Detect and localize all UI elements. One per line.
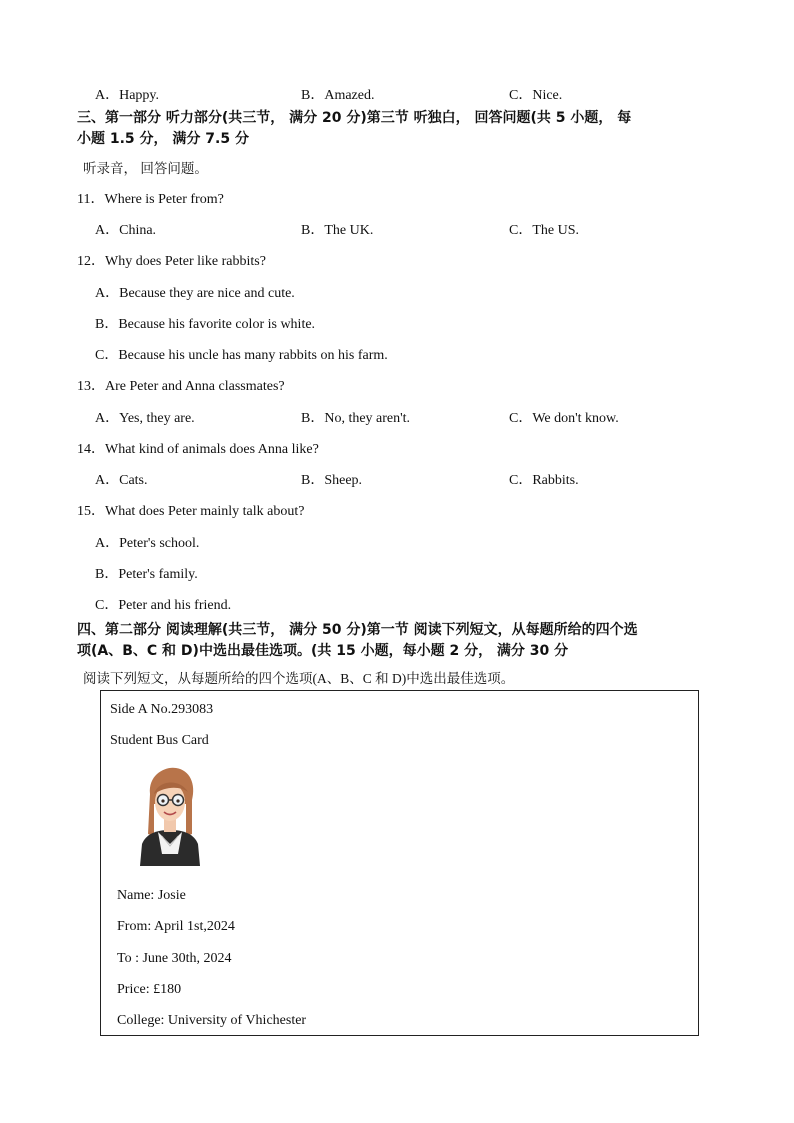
q12-stem: 12．Why does Peter like rabbits? xyxy=(77,254,266,269)
section4-instruction: 阅读下列短文，从每题所给的四个选项(A、B、C 和 D)中选出最佳选项。 xyxy=(83,671,515,686)
q11-option-b: B．The UK. xyxy=(301,223,374,238)
q11-option-c: C．The US. xyxy=(509,223,579,238)
bus-card-college: College: University of Vhichester xyxy=(117,1013,307,1028)
q14-option-c: C．Rabbits. xyxy=(509,473,579,488)
section3-instruction: 听录音， 回答问题。 xyxy=(83,161,208,176)
q12-option-c: C．Because his uncle has many rabbits on his farm. xyxy=(95,348,388,363)
section3-title-line1: 三、第一部分 听力部分(共三节， 满分 20 分)第三节 听独白， 回答问题(共 5 小题， 每 xyxy=(77,110,632,126)
student-photo xyxy=(136,764,204,866)
q13-option-b: B．No, they aren't. xyxy=(301,411,411,426)
q15-option-b: B．Peter's family. xyxy=(95,567,198,582)
section3-title-line2: 小题 1.5 分， 满分 7.5 分 xyxy=(77,131,249,147)
bus-card-side-number: Side A No.293083 xyxy=(110,702,214,717)
q15-stem: 15．What does Peter mainly talk about? xyxy=(77,504,305,519)
bus-card-name: Name: Josie xyxy=(117,888,186,903)
q12-option-b: B．Because his favorite color is white. xyxy=(95,317,316,332)
q11-option-a: A．China. xyxy=(95,223,157,238)
q14-stem: 14．What kind of animals does Anna like? xyxy=(77,442,319,457)
bus-card-price: Price: £180 xyxy=(117,982,182,997)
section3-heading xyxy=(77,108,727,150)
q13-option-a: A．Yes, they are. xyxy=(95,411,195,426)
section4-title-line1: 四、第二部分 阅读理解(共三节， 满分 50 分)第一节 阅读下列短文，从每题所给的四个选 xyxy=(77,622,638,638)
q12-option-a: A．Because they are nice and cute. xyxy=(95,286,295,301)
section4-heading xyxy=(77,620,727,662)
q15-option-a: A．Peter's school. xyxy=(95,536,200,551)
q10-option-a: A．Happy. xyxy=(95,88,160,103)
q10-option-c: C．Nice. xyxy=(509,88,563,103)
q10-option-b: B．Amazed. xyxy=(301,88,375,103)
bus-card-title: Student Bus Card xyxy=(110,733,209,748)
section4-title-line2: 项(A、B、C 和 D)中选出最佳选项。(共 15 小题，每小题 2 分， 满分 30 分 xyxy=(77,643,569,659)
q14-option-b: B．Sheep. xyxy=(301,473,363,488)
q11-stem: 11．Where is Peter from? xyxy=(77,192,224,207)
q15-option-c: C．Peter and his friend. xyxy=(95,598,232,613)
q14-option-a: A．Cats. xyxy=(95,473,148,488)
bus-card-from-date: From: April 1st,2024 xyxy=(117,919,235,934)
q13-option-c: C．We don't know. xyxy=(509,411,619,426)
bus-card-to-date: To : June 30th, 2024 xyxy=(117,951,232,966)
q13-stem: 13．Are Peter and Anna classmates? xyxy=(77,379,285,394)
